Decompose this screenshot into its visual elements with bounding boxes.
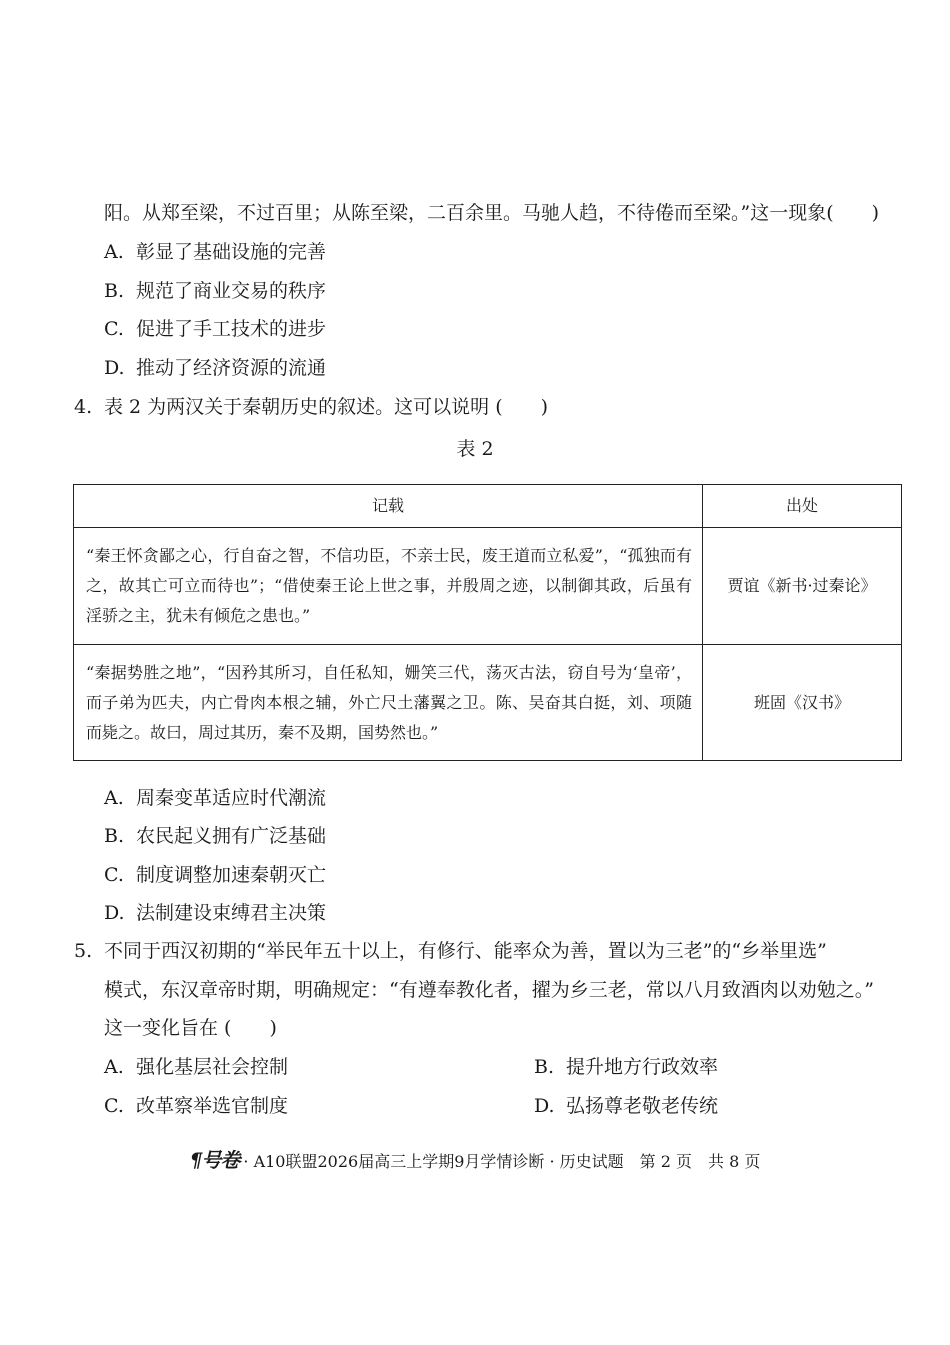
q4-option-a[interactable] [104,785,326,811]
option-text: 规范了商业交易的秩序 [136,280,327,302]
q5-stem-line3: 这一变化旨在 ( ) [104,1017,277,1039]
brand-logo: ¶号卷 [189,1148,240,1172]
table-header-record: 记载 [74,485,703,528]
option-text: 法制建设束缚君主决策 [136,902,327,924]
option-text: 制度调整加速秦朝灭亡 [136,864,327,886]
page-footer [0,1148,950,1174]
option-text: 弘扬尊老敬老传统 [566,1095,719,1117]
option-text: 提升地方行政效率 [566,1056,719,1078]
option-text: 农民起义拥有广泛基础 [136,825,327,847]
table-header-source: 出处 [703,485,902,528]
q3-option-c[interactable] [104,316,326,342]
option-letter: B. [104,280,125,302]
table-cell-source: 班固《汉书》 [703,645,902,761]
q4-option-c[interactable] [104,862,326,888]
option-text: 强化基层社会控制 [136,1056,289,1078]
option-letter: D. [534,1095,555,1117]
q5-option-c[interactable] [104,1093,288,1119]
option-text: 促进了手工技术的进步 [136,318,327,340]
q5-stem-line1 [74,938,827,964]
question-text: 不同于西汉初期的“举民年五十以上，有修行、能率众为善，置以为三老”的“乡举里选” [104,940,827,962]
table-cell-record: “秦王怀贪鄙之心，行自奋之智，不信功臣，不亲士民，废王道而立私爱”，“孤独而有之，故其亡可立而待也”；“借使秦王论上世之事，并殷周之迹，以制御其政，后虽有淫骄之主，犹未有倾危之患也。” [74,528,703,645]
question-text: 表 2 为两汉关于秦朝历史的叙述。这可以说明 ( ) [104,396,549,418]
question-number: 4. [74,396,93,418]
q5-option-b[interactable] [534,1054,718,1080]
q3-stem-tail: 阳。从郑至梁，不过百里；从陈至梁，二百余里。马驰人趋，不待倦而至梁。”这一现象( ) [104,202,880,224]
q3-option-d[interactable] [104,355,326,381]
q4-option-d[interactable] [104,900,326,926]
option-text: 周秦变革适应时代潮流 [136,787,327,809]
option-letter: C. [104,318,124,340]
footer-text: · A10联盟2026届高三上学期9月学情诊断 · 历史试题 第 2 页 共 8 页 [243,1152,761,1171]
q5-option-a[interactable] [104,1054,288,1080]
q4-stem [74,394,548,420]
option-letter: C. [104,1095,124,1117]
option-text: 改革察举选官制度 [136,1095,289,1117]
table-header-row [74,485,902,528]
table-title: 表 2 [456,438,494,460]
question-number: 5. [74,940,93,962]
option-letter: A. [104,241,124,263]
option-letter: B. [534,1056,555,1078]
q5-option-d[interactable] [534,1093,718,1119]
source-table [73,484,902,761]
table-row [74,528,902,645]
q3-option-a[interactable] [104,239,326,265]
table-cell-source: 贾谊《新书·过秦论》 [703,528,902,645]
option-letter: D. [104,357,125,379]
option-letter: B. [104,825,125,847]
option-text: 推动了经济资源的流通 [136,357,327,379]
table-cell-record: “秦据势胜之地”，“因矜其所习，自任私知，姗笑三代，荡灭古法，窃自号为‘皇帝’，而子弟为匹夫，内亡骨肉本根之辅，外亡尺土藩翼之卫。陈、吴奋其白挺，刘、项随而毙之。故曰，周过其历，秦不及期，国势然也。” [74,645,703,761]
option-letter: A. [104,787,124,809]
option-letter: C. [104,864,124,886]
table-row [74,645,902,761]
q3-option-b[interactable] [104,278,326,304]
option-text: 彰显了基础设施的完善 [136,241,327,263]
option-letter: A. [104,1056,124,1078]
option-letter: D. [104,902,125,924]
q5-stem-line2: 模式，东汉章帝时期，明确规定：“有遵奉教化者，擢为乡三老，常以八月致酒肉以劝勉之。” [104,979,874,1001]
q4-option-b[interactable] [104,823,326,849]
